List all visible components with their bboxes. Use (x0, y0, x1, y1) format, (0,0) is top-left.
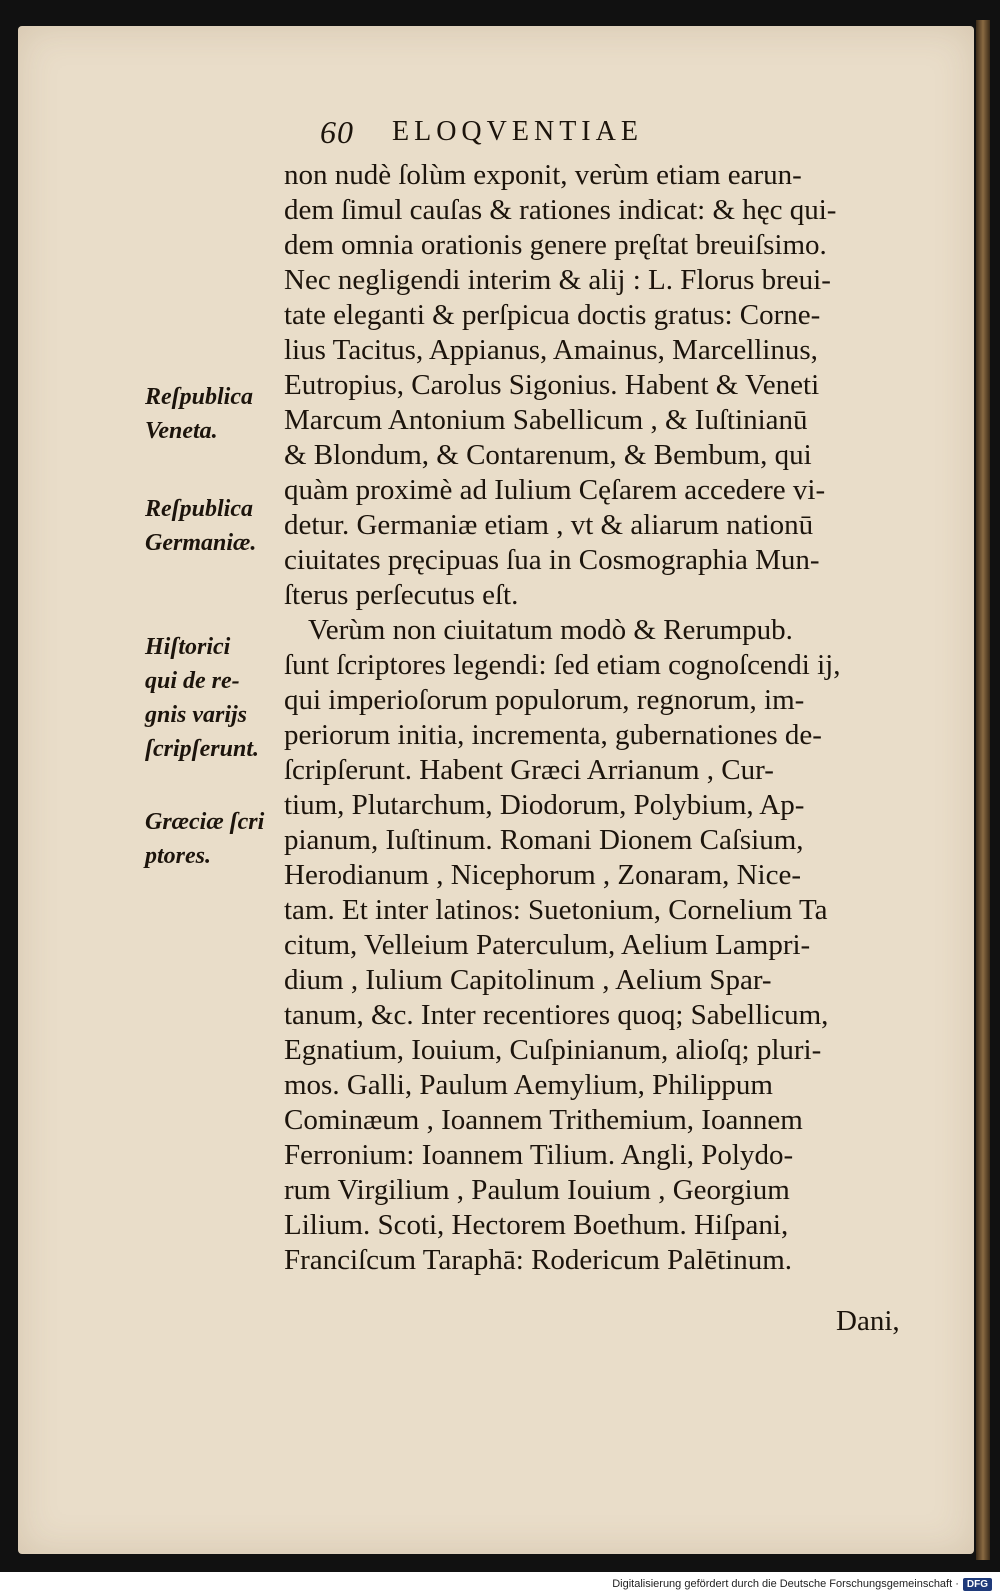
body-line: ſcripſerunt. Habent Græci Arrianum , Cur- (284, 754, 774, 786)
body-line: Franciſcum Taraphā: Rodericum Palētinum. (284, 1244, 793, 1276)
marginal-line: Reſpublica (145, 496, 253, 522)
body-line: tanum, &c. Inter recentiores quoq; Sabellicum, (284, 999, 829, 1031)
body-line: detur. Germaniæ etiam , vt & aliarum nationū (284, 509, 814, 541)
marginal-line: gnis varijs (145, 702, 248, 728)
body-line: lius Tacitus, Appianus, Amainus, Marcellinus, (284, 334, 818, 366)
marginal-line: ſcripſerunt. (145, 736, 259, 762)
body-line: quàm proximè ad Iulium Cęſarem accedere vi- (284, 474, 826, 506)
body-line: & Blondum, & Contarenum, & Bembum, qui (284, 439, 812, 471)
marginal-line: Hiſtorici (145, 634, 231, 660)
marginal-line: Græciæ ſcri (145, 809, 265, 835)
body-line: non nudè ſolùm exponit, verùm etiam earun- (284, 159, 802, 191)
body-line: Marcum Antonium Sabellicum , & Iuſtinianū (284, 404, 808, 436)
body-line: periorum initia, incrementa, gubernationes de- (284, 719, 822, 751)
marginal-line: Germaniæ. (145, 530, 257, 556)
body-line: Verùm non ciuitatum modò & Rerumpub. (308, 614, 793, 646)
marginal-note-germany (145, 492, 256, 560)
body-line: tate eleganti & perſpicua doctis gratus: Corne- (284, 299, 821, 331)
body-line: rum Virgilium , Paulum Iouium , Georgium (284, 1174, 790, 1206)
catchword: Dani, (836, 1305, 900, 1337)
digitization-footer (0, 1572, 1000, 1596)
marginal-note-historians (145, 630, 259, 766)
marginal-note-venice (145, 380, 253, 448)
running-title: ELOQVENTIAE (392, 116, 643, 147)
body-line: tium, Plutarchum, Diodorum, Polybium, Ap- (284, 789, 805, 821)
body-line: dem ſimul cauſas & rationes indicat: & hęc qui- (284, 194, 837, 226)
body-line: Egnatium, Iouium, Cuſpinianum, alioſq; pluri- (284, 1034, 822, 1066)
body-line: citum, Velleium Paterculum, Aelium Lampri- (284, 929, 811, 961)
body-line: Eutropius, Carolus Sigonius. Habent & Veneti (284, 369, 820, 401)
body-line: mos. Galli, Paulum Aemylium, Philippum (284, 1069, 773, 1101)
funding-notice: Digitalisierung gefördert durch die Deutsche Forschungsgemeinschaft · (612, 1578, 959, 1590)
body-line: dem omnia orationis genere pręſtat breuiſsimo. (284, 229, 827, 261)
marginal-line: qui de re- (145, 668, 240, 694)
body-line: ciuitates pręcipuas ſua in Cosmographia Mun- (284, 544, 820, 576)
body-line: Herodianum , Nicephorum , Zonaram, Nice- (284, 859, 801, 891)
running-head (320, 112, 780, 152)
body-line: qui imperioſorum populorum, regnorum, im- (284, 684, 805, 716)
page-number: 60 (320, 113, 354, 150)
body-line: ſunt ſcriptores legendi: ſed etiam cognoſcendi ij, (284, 649, 841, 681)
dfg-logo: DFG (963, 1578, 992, 1591)
body-line: pianum, Iuſtinum. Romani Dionem Caſsium, (284, 824, 804, 856)
body-line: Cominæum , Ioannem Trithemium, Ioannem (284, 1104, 803, 1136)
body-line: dium , Iulium Capitolinum , Aelium Spar- (284, 964, 772, 996)
body-text (284, 158, 956, 1278)
marginal-line: Veneta. (145, 418, 218, 444)
body-line: Nec negligendi interim & alij : L. Florus breui- (284, 264, 831, 296)
marginal-line: ptores. (145, 843, 211, 869)
body-line: Ferronium: Ioannem Tilium. Angli, Polydo- (284, 1139, 794, 1171)
body-line: Lilium. Scoti, Hectorem Boethum. Hiſpani, (284, 1209, 789, 1241)
body-line: tam. Et inter latinos: Suetonium, Cornelium Ta (284, 894, 828, 926)
marginal-line: Reſpublica (145, 384, 253, 410)
marginal-note-greek-writers (145, 805, 264, 873)
body-line: ſterus perſecutus eſt. (284, 579, 519, 611)
book-fore-edge (976, 20, 990, 1560)
